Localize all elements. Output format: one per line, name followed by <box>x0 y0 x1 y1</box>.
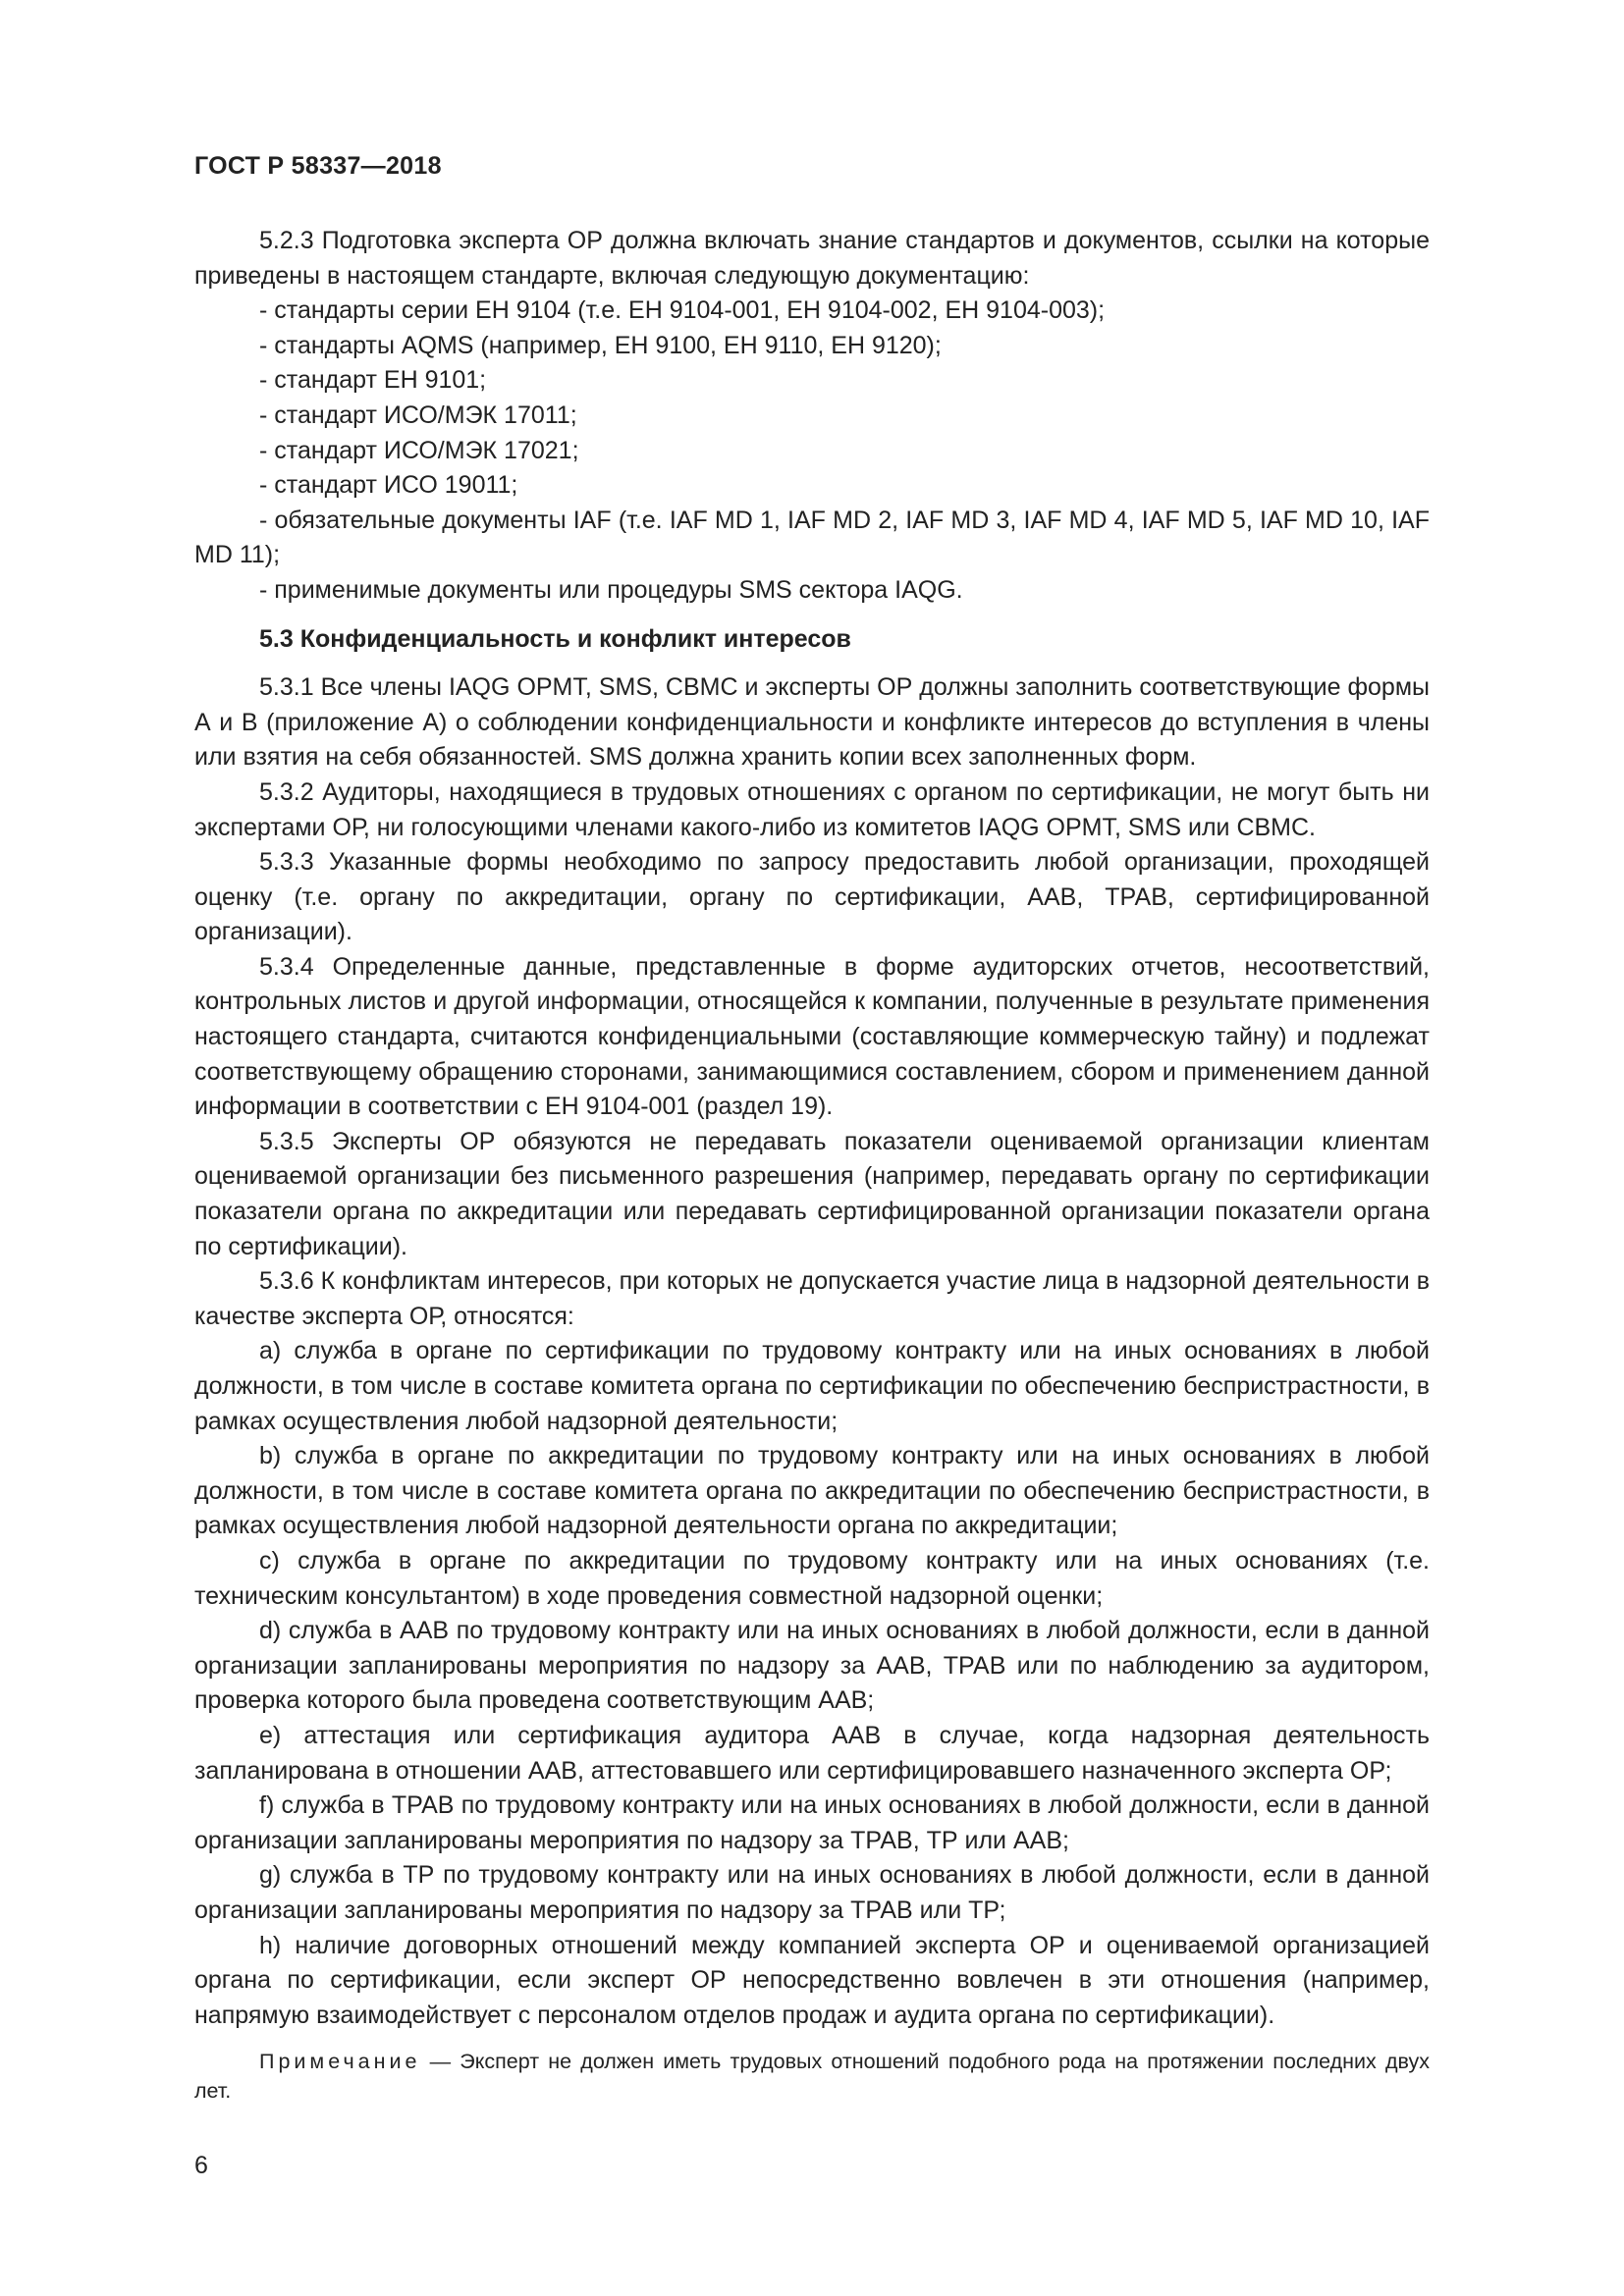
paragraph-5-3-6: 5.3.6 К конфликтам интересов, при которых не допускается участие лица в надзорной деятельности в качестве эксперта ОР, относятся: <box>194 1267 1430 1330</box>
list-item: - стандарты AQMS (например, ЕН 9100, ЕН 9110, ЕН 9120); <box>259 331 942 359</box>
list-item: - стандарт ИСО/МЭК 17011; <box>259 400 577 429</box>
list-item: f) служба в ТРАВ по трудовому контракту или на иных основаниях в любой должности, если в данной организации запланированы мероприятия по надзору за ТРАВ, ТР или ААВ; <box>194 1791 1430 1854</box>
paragraph-5-3-5: 5.3.5 Эксперты ОР обязуются не передавать показатели оцениваемой организации клиентам оцениваемой организации без письменного разрешения (например, передавать органу по сертификации показатели органа по аккредитации или передавать сертифицированной организации показатели органа по сертификации). <box>194 1127 1430 1260</box>
list-item: - стандарт ЕН 9101; <box>259 366 487 395</box>
document-code: ГОСТ Р 58337—2018 <box>194 152 442 180</box>
list-item: d) служба в ААВ по трудовому контракту или на иных основаниях в любой должности, если в данной организации запланированы мероприятия по надзору за ААВ, ТРАВ или по наблюдению за аудитором, проверка которого была проведена соответствующим ААВ; <box>194 1617 1430 1715</box>
list-item: b) служба в органе по аккредитации по трудовому контракту или на иных основаниях в любой должности, в том числе в составе комитета органа по аккредитации по обеспечению беспристрастности, в рамках осуществления любой надзорной деятельности органа по аккредитации; <box>194 1442 1430 1540</box>
list-item: - стандарты серии ЕН 9104 (т.е. ЕН 9104-001, ЕН 9104-002, ЕН 9104-003); <box>259 296 1106 325</box>
note-text: — Эксперт не должен иметь трудовых отношений подобного рода на протяжении последних двух лет. <box>194 2050 1430 2104</box>
paragraph-5-3-2: 5.3.2 Аудиторы, находящиеся в трудовых отношениях с органом по сертификации, не могут быть ни экспертами ОР, ни голосующими членами какого-либо из комитетов IAQG OPMT, SMS или СВМС. <box>194 777 1430 841</box>
paragraph-5-3-4: 5.3.4 Определенные данные, представленные в форме аудиторских отчетов, несоответствий, контрольных листов и другой информации, относящейся к компании, полученные в результате применения настоящего стандарта, считаются конфиденциальными (составляющие коммерческую тайну) и подлежат соответствующему обращению сторонами, занимающимися составлением, сбором и применением данной информации в соответствии с ЕН 9104-001 (раздел 19). <box>194 952 1430 1121</box>
list-item: g) служба в ТР по трудовому контракту или на иных основаниях в любой должности, если в данной организации запланированы мероприятия по надзору за ТРАВ или ТР; <box>194 1861 1430 1924</box>
paragraph-5-2-3: 5.2.3 Подготовка эксперта ОР должна включать знание стандартов и документов, ссылки на которые приведены в настоящем стандарте, включая следующую документацию: <box>194 227 1430 290</box>
page-number: 6 <box>194 2152 208 2179</box>
paragraph-5-3-3: 5.3.3 Указанные формы необходимо по запросу предоставить любой организации, проходящей оценку (т.е. органу по аккредитации, органу по сертификации, ААВ, ТРАВ, сертифицированной организации). <box>194 848 1430 946</box>
list-item: - применимые документы или процедуры SMS сектора IAQG. <box>259 575 963 604</box>
list-item: - стандарт ИСО 19011; <box>259 471 518 500</box>
section-heading-5-3: 5.3 Конфиденциальность и конфликт интересов <box>259 624 851 653</box>
list-item: - обязательные документы IAF (т.е. IAF MD 1, IAF MD 2, IAF MD 3, IAF MD 4, IAF MD 5, IAF MD 10, IAF MD 11); <box>194 506 1430 569</box>
list-item: h) наличие договорных отношений между компанией эксперта ОР и оцениваемой организацией органа по сертификации, если эксперт ОР непосредственно вовлечен в эти отношения (например, напрямую взаимодействует с персоналом отделов продаж и аудита органа по сертификации). <box>194 1931 1430 2029</box>
list-item: - стандарт ИСО/МЭК 17021; <box>259 436 579 464</box>
note-label: Примечание <box>259 2050 421 2074</box>
list-item: a) служба в органе по сертификации по трудовому контракту или на иных основаниях в любой должности, в том числе в составе комитета органа по сертификации по обеспечению беспристрастности, в рамках осуществления любой надзорной деятельности; <box>194 1337 1430 1435</box>
note <box>194 2047 1430 2106</box>
list-item: c) служба в органе по аккредитации по трудовому контракту или на иных основаниях (т.е. техническим консультантом) в ходе проведения совместной надзорной оценки; <box>194 1546 1430 1610</box>
paragraph-5-3-1: 5.3.1 Все члены IAQG OPMT, SMS, СВМС и эксперты ОР должны заполнить соответствующие формы А и В (приложение А) о соблюдении конфиденциальности и конфликте интересов до вступления в члены или взятия на себя обязанностей. SMS должна хранить копии всех заполненных форм. <box>194 673 1430 772</box>
document-body <box>194 224 1430 2106</box>
list-item: e) аттестация или сертификация аудитора ААВ в случае, когда надзорная деятельность запланирована в отношении ААВ, аттестовавшего или сертифицировавшего назначенного эксперта ОР; <box>194 1721 1430 1785</box>
